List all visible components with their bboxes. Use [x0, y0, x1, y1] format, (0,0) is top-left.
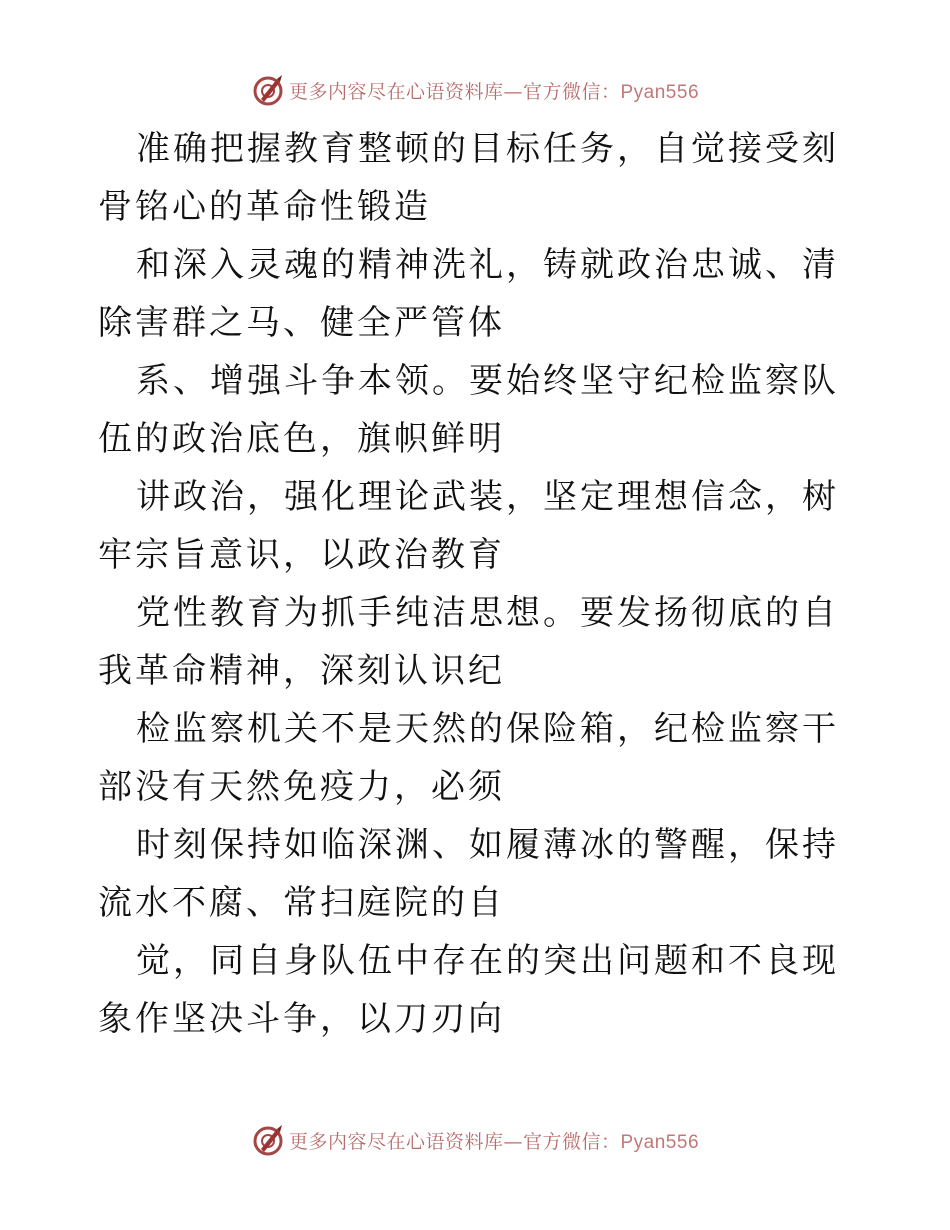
paragraph-line: 系、增强斗争本领。要始终坚守纪检监察队伍的	[98, 361, 839, 459]
quill-seal-icon	[251, 73, 285, 107]
paragraph-line: 不腐、常扫庭院的自	[172, 883, 505, 923]
watermark-main-text: 更多内容尽在心语资料库—官方微信：	[288, 80, 621, 103]
paragraph-line: 准确把握教育整顿的目标任务，自觉接受刻骨铭	[98, 129, 839, 227]
wechat-handle: Pyan556	[620, 81, 700, 103]
document-body	[98, 120, 858, 1048]
paragraph-line: 群之马、健全严管体	[172, 303, 505, 343]
header-watermark-banner	[0, 70, 950, 110]
watermark-text	[289, 1127, 699, 1154]
paragraph-line: 和深入灵魂的精神洗礼，铸就政治忠诚、清除害	[98, 245, 839, 343]
paragraph-line: 觉，同自身队伍中存在的突出问题和不良现象作	[98, 941, 839, 1039]
paragraph-line: 坚决斗争，以刀刃向	[172, 999, 505, 1039]
paragraph-line: 政治底色，旗帜鲜明	[172, 419, 505, 459]
paragraph-line: 检监察机关不是天然的保险箱，纪检监察干部没	[98, 709, 839, 807]
footer-watermark-banner	[0, 1120, 950, 1160]
paragraph-line: 有天然免疫力，必须	[172, 767, 505, 807]
quill-seal-icon	[251, 1123, 285, 1157]
watermark-main-text: 更多内容尽在心语资料库—官方微信：	[288, 1130, 621, 1153]
paragraph	[98, 700, 858, 816]
paragraph	[98, 120, 858, 236]
paragraph	[98, 352, 858, 468]
paragraph	[98, 584, 858, 700]
paragraph-line: 党性教育为抓手纯洁思想。要发扬彻底的自我革	[98, 593, 839, 691]
paragraph-line: 命精神，深刻认识纪	[172, 651, 505, 691]
paragraph-line: 旨意识，以政治教育	[172, 535, 505, 575]
watermark-text	[289, 77, 699, 104]
paragraph-line: 时刻保持如临深渊、如履薄冰的警醒，保持流水	[98, 825, 839, 923]
paragraph	[98, 236, 858, 352]
paragraph-line: 心的革命性锻造	[172, 187, 431, 227]
paragraph	[98, 816, 858, 932]
paragraph	[98, 932, 858, 1048]
paragraph-line: 讲政治，强化理论武装，坚定理想信念，树牢宗	[98, 477, 839, 575]
paragraph	[98, 468, 858, 584]
wechat-handle: Pyan556	[620, 1131, 700, 1153]
